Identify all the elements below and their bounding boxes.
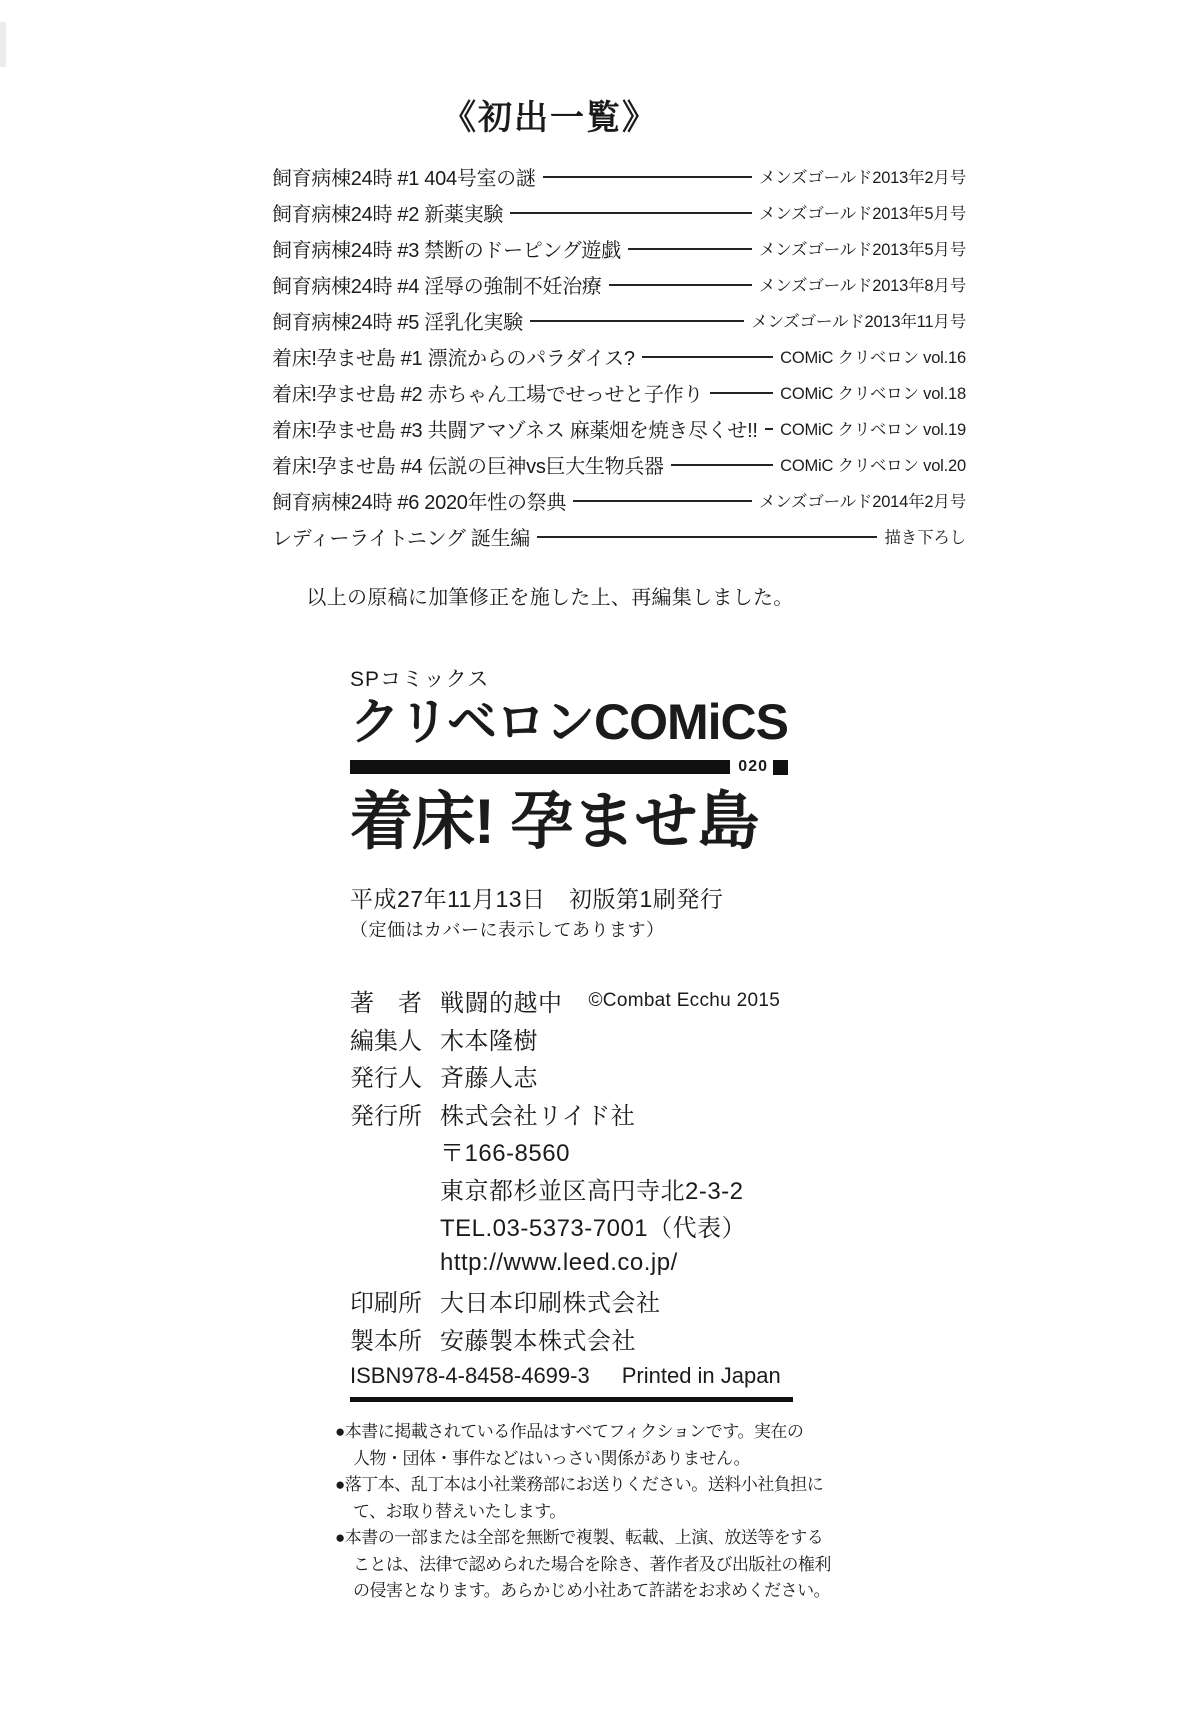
imprint-series-small: SPコミックス [350, 668, 490, 691]
first-publication-section [272, 96, 966, 610]
publication-source: メンズゴールド2013年2月号 [758, 169, 966, 187]
colophon-block [335, 668, 831, 1605]
credit-row-phone [350, 1207, 820, 1245]
publication-source: COMiC クリベロン vol.18 [780, 385, 966, 403]
publication-source: メンズゴールド2014年2月号 [758, 493, 966, 511]
isbn-row [350, 1357, 820, 1395]
scan-artifact [0, 22, 6, 67]
credit-row-editor [350, 1020, 820, 1058]
publication-source: メンズゴールド2013年5月号 [758, 205, 966, 223]
leader-line [543, 176, 752, 178]
credits-table [350, 982, 820, 1357]
publication-source: COMiC クリベロン vol.19 [780, 421, 966, 439]
publication-source: メンズゴールド2013年5月号 [758, 241, 966, 259]
publication-rows [272, 158, 966, 554]
credit-label: 編集人 [350, 1027, 422, 1055]
volume-number: 020 [738, 758, 768, 775]
isbn: ISBN978-4-8458-4699-3 [350, 1363, 590, 1388]
price-note: （定価はカバーに表示してあります） [350, 920, 665, 940]
edition-line: 平成27年11月13日 初版第1刷発行 [350, 886, 724, 912]
leader-line [530, 320, 744, 322]
publication-row [272, 446, 966, 482]
leader-line [609, 284, 752, 286]
divider-rule [350, 1397, 793, 1402]
volume-bar [350, 760, 730, 774]
book-title: 着床! 孕ませ島 [350, 787, 759, 857]
leader-line [510, 212, 752, 214]
disclaimer-line: ●本書に掲載されている作品はすべてフィクションです。実在の [335, 1422, 804, 1441]
credit-row-address [350, 1170, 820, 1208]
credit-row-publisher-company [350, 1095, 820, 1133]
publication-row [272, 338, 966, 374]
disclaimer-line: て、お取り替えいたします。 [353, 1501, 566, 1521]
credit-value: 大日本印刷株式会社 [440, 1290, 661, 1318]
episode-title: 飼育病棟24時 #1 404号室の謎 [272, 167, 536, 190]
disclaimer-line: ことは、法律で認められた場合を除き、著作者及び出版社の権利 [353, 1554, 831, 1574]
credit-value: 〒166-8560 [440, 1140, 570, 1168]
publication-source: COMiC クリベロン vol.16 [780, 349, 966, 367]
publication-row [272, 230, 966, 266]
publication-source: COMiC クリベロン vol.20 [780, 457, 966, 475]
publication-row [272, 302, 966, 338]
episode-title: 着床!孕ませ島 #4 伝説の巨神vs巨大生物兵器 [272, 455, 664, 478]
credit-value: 株式会社リイド社 [440, 1102, 636, 1130]
episode-title: 着床!孕ませ島 #2 赤ちゃん工場でせっせと子作り [272, 383, 704, 406]
episode-title: 飼育病棟24時 #3 禁断のドーピング遊戯 [272, 239, 621, 262]
publication-row [272, 518, 966, 554]
imprint-series-logo: クリベロンCOMiCS [350, 694, 788, 750]
publication-row [272, 158, 966, 194]
episode-title: レディーライトニング 誕生編 [272, 527, 530, 550]
credit-row-bindery [350, 1320, 820, 1358]
disclaimers [335, 1419, 831, 1605]
episode-title: 飼育病棟24時 #4 淫辱の強制不妊治療 [272, 275, 602, 298]
credit-value: TEL.03-5373-7001（代表） [440, 1215, 747, 1243]
disclaimer-line: ●本書の一部または全部を無断で複製、転載、上演、放送等をする [335, 1528, 824, 1547]
episode-title: 飼育病棟24時 #2 新薬実験 [272, 203, 504, 226]
volume-square-icon [773, 760, 788, 775]
credit-value: http://www.leed.co.jp/ [440, 1249, 678, 1277]
volume-bar-row [350, 758, 788, 776]
printed-in: Printed in Japan [621, 1363, 781, 1388]
disclaimer-line: ●落丁本、乱丁本は小社業務部にお送りください。送料小社負担に [335, 1475, 824, 1494]
credit-value: 安藤製本株式会社 [440, 1327, 636, 1355]
publication-source: メンズゴールド2013年8月号 [758, 277, 966, 295]
leader-line [642, 356, 774, 358]
credit-label: 印刷所 [350, 1290, 422, 1318]
publication-source: メンズゴールド2013年11月号 [751, 313, 966, 331]
credit-row-url [350, 1245, 820, 1283]
publication-row [272, 266, 966, 302]
copyright-credit: ©Combat Ecchu 2015 [588, 989, 781, 1011]
disclaimer-line: の侵害となります。あらかじめ小社あて許諾をお求めください。 [353, 1581, 831, 1600]
episode-title: 着床!孕ませ島 #1 漂流からのパラダイス? [272, 347, 635, 370]
publication-row [272, 482, 966, 518]
publication-row [272, 194, 966, 230]
credit-row-author [350, 982, 820, 1020]
episode-title: 飼育病棟24時 #6 2020年性の祭典 [272, 491, 567, 514]
section-title: 《初出一覧》 [442, 99, 658, 137]
credit-row-postal-code [350, 1132, 820, 1170]
credit-value: 戦闘的越中 [440, 990, 563, 1018]
leader-line [537, 536, 878, 538]
reedit-note: 以上の原稿に加筆修正を施した上、再編集しました。 [306, 587, 794, 609]
credit-row-printer [350, 1282, 820, 1320]
credit-label: 発行所 [350, 1102, 422, 1130]
credit-value: 木本隆樹 [440, 1027, 538, 1055]
leader-line [573, 500, 752, 502]
leader-line [765, 428, 774, 430]
leader-line [628, 248, 752, 250]
credit-label: 著 者 [350, 990, 422, 1018]
episode-title: 飼育病棟24時 #5 淫乳化実験 [272, 311, 523, 334]
publication-source: 描き下ろし [884, 529, 966, 547]
publication-row [272, 410, 966, 446]
credit-label: 発行人 [350, 1065, 422, 1093]
leader-line [671, 464, 773, 466]
credit-value: 東京都杉並区高円寺北2-3-2 [440, 1177, 744, 1205]
leader-line [710, 392, 773, 394]
publication-row [272, 374, 966, 410]
episode-title: 着床!孕ませ島 #3 共闘アマゾネス 麻薬畑を焼き尽くせ!! [272, 419, 758, 442]
credit-label: 製本所 [350, 1327, 422, 1355]
credit-value: 斉藤人志 [440, 1065, 538, 1093]
disclaimer-line: 人物・団体・事件などはいっさい関係がありません。 [353, 1448, 751, 1468]
credit-row-publisher-person [350, 1057, 820, 1095]
